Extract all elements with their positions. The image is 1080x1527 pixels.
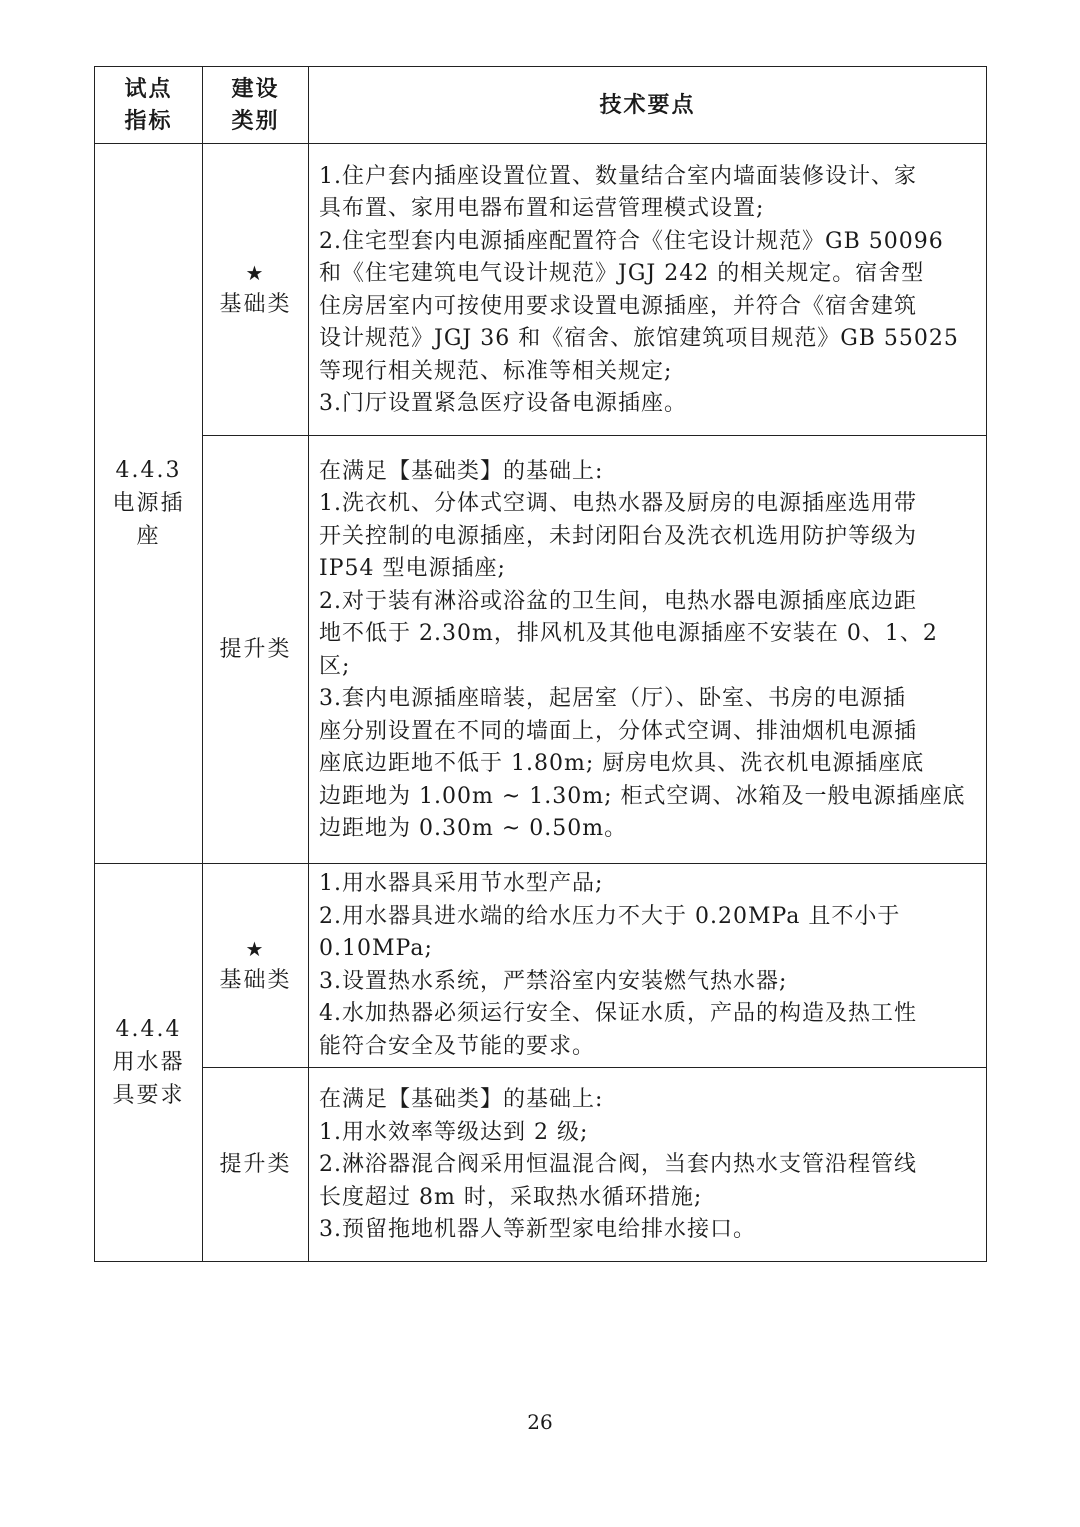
technical-points-cell xyxy=(309,1068,987,1262)
header-indicator xyxy=(95,67,203,144)
table-header-row xyxy=(95,67,987,144)
header-category-line: 建设 xyxy=(231,76,280,102)
category-cell xyxy=(203,1068,309,1262)
text-line: 等现行相关规范、标准等相关规定; xyxy=(319,358,673,384)
text-line: 边距地为 0.30m ~ 0.50m。 xyxy=(319,816,628,841)
text-line: 1.住户套内插座设置位置、数量结合室内墙面装修设计、家 xyxy=(319,163,917,189)
header-indicator-line: 试点 xyxy=(124,76,173,102)
text-line: 开关控制的电源插座，未封闭阳台及洗衣机选用防护等级为 xyxy=(319,523,918,549)
technical-points-cell xyxy=(309,144,987,436)
text-line: 具布置、家用电器布置和运营管理模式设置; xyxy=(319,196,765,221)
star-icon: ★ xyxy=(245,261,266,285)
text-line: 1.用水器具采用节水型产品; xyxy=(319,871,604,896)
text-line: 1.洗衣机、分体式空调、电热水器及厨房的电源插座选用带 xyxy=(319,491,917,516)
text-line: 地不低于 2.30m，排风机及其他电源插座不安装在 0、1、2 xyxy=(319,621,938,646)
text-line: 座分别设置在不同的墙面上，分体式空调、排油烟机电源插 xyxy=(319,718,918,744)
page-number: 26 xyxy=(527,1410,553,1434)
header-technical-points: 技术要点 xyxy=(309,67,987,144)
table-row xyxy=(95,1068,987,1262)
technical-points-cell xyxy=(309,436,987,864)
indicator-code: 4.4.3 xyxy=(115,458,182,483)
header-indicator-line: 指标 xyxy=(124,108,173,134)
category-cell xyxy=(203,864,309,1068)
text-line: 设计规范》JGJ 36 和《宿舍、旅馆建筑项目规范》GB 55025 xyxy=(319,326,959,351)
indicator-name-line: 座 xyxy=(136,524,161,549)
text-line: 能符合安全及节能的要求。 xyxy=(319,1033,596,1059)
text-line: 2.淋浴器混合阀采用恒温混合阀，当套内热水支管沿程管线 xyxy=(319,1152,917,1178)
category-cell xyxy=(203,144,309,436)
text-line: 住房居室内可按使用要求设置电源插座，并符合《宿舍建筑 xyxy=(319,293,918,319)
text-line: 1.用水效率等级达到 2 级; xyxy=(319,1119,589,1145)
text-line: 3.套内电源插座暗装，起居室（厅）、卧室、书房的电源插 xyxy=(319,686,906,711)
header-category xyxy=(203,67,309,144)
text-line: 2.住宅型套内电源插座配置符合《住宅设计规范》GB 50096 xyxy=(319,228,944,254)
text-line: 2.对于装有淋浴或浴盆的卫生间，电热水器电源插座底边距 xyxy=(319,588,917,614)
text-line: 和《住宅建筑电气设计规范》JGJ 242 的相关规定。宿舍型 xyxy=(319,261,925,286)
text-line: 3.预留拖地机器人等新型家电给排水接口。 xyxy=(319,1217,756,1243)
category-cell xyxy=(203,436,309,864)
indicator-cell xyxy=(95,144,203,864)
indicator-name-line: 电源插 xyxy=(112,491,185,516)
indicator-cell xyxy=(95,864,203,1262)
category-label: 提升类 xyxy=(219,1152,292,1177)
text-line: 2.用水器具进水端的给水压力不大于 0.20MPa 且不小于 xyxy=(319,903,901,929)
indicator-name-line: 具要求 xyxy=(112,1083,185,1108)
star-icon: ★ xyxy=(245,937,266,961)
indicator-name-line: 用水器 xyxy=(112,1050,185,1075)
text-line: 在满足【基础类】的基础上: xyxy=(319,458,604,484)
text-line: 3.门厅设置紧急医疗设备电源插座。 xyxy=(319,391,687,416)
text-line: 座底边距地不低于 1.80m; 厨房电炊具、洗衣机电源插座底 xyxy=(319,751,925,776)
table-row xyxy=(95,436,987,864)
text-line: 4.水加热器必须运行安全、保证水质，产品的构造及热工性 xyxy=(319,1001,917,1026)
text-line: 区; xyxy=(319,653,351,679)
category-label: 基础类 xyxy=(219,968,292,993)
technical-requirements-table xyxy=(94,66,987,1262)
indicator-code: 4.4.4 xyxy=(115,1017,182,1042)
category-label: 提升类 xyxy=(219,637,292,662)
text-line: 边距地为 1.00m ~ 1.30m; 柜式空调、冰箱及一般电源插座底 xyxy=(319,783,966,809)
text-line: IP54 型电源插座; xyxy=(319,556,506,581)
text-line: 3.设置热水系统，严禁浴室内安装燃气热水器; xyxy=(319,968,788,994)
table-row xyxy=(95,144,987,436)
text-line: 在满足【基础类】的基础上: xyxy=(319,1087,604,1113)
category-label: 基础类 xyxy=(219,292,292,317)
text-line: 0.10MPa; xyxy=(319,936,433,961)
text-line: 长度超过 8m 时，采取热水循环措施; xyxy=(319,1184,703,1210)
technical-points-cell xyxy=(309,864,987,1068)
header-category-line: 类别 xyxy=(231,108,280,134)
table-row xyxy=(95,864,987,1068)
